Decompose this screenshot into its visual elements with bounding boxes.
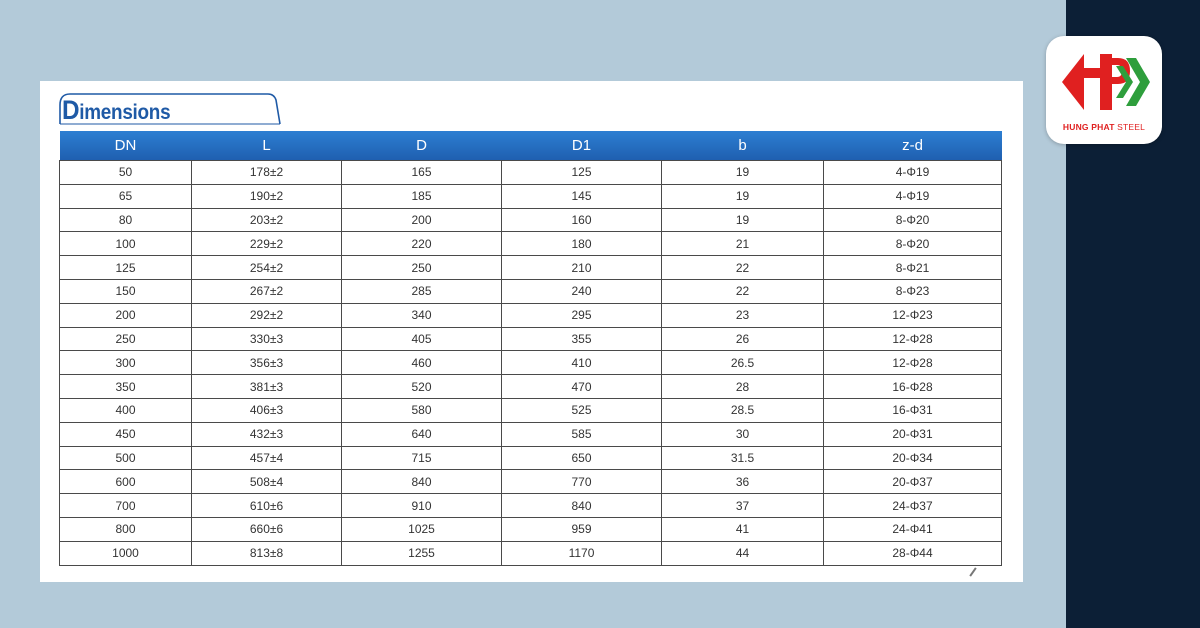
table-row [60,208,1002,232]
table-cell: 250 [60,327,192,351]
table-cell: 80 [60,208,192,232]
table-row [60,303,1002,327]
header-dn: DN [60,131,192,161]
title-first-letter: D [62,95,80,125]
brand-name-light: STEEL [1117,122,1146,132]
table-cell: 203±2 [192,208,342,232]
table-cell: 165 [342,161,502,185]
table-cell: 229±2 [192,232,342,256]
table-cell: 240 [502,279,662,303]
table-row [60,161,1002,185]
table-row [60,422,1002,446]
table-cell: 800 [60,517,192,541]
table-cell: 12-Φ28 [824,327,1002,351]
brand-logo [1046,36,1162,144]
table-cell: 12-Φ23 [824,303,1002,327]
table-cell: 405 [342,327,502,351]
table-cell: 470 [502,375,662,399]
table-cell: 250 [342,256,502,280]
table-cell: 840 [342,470,502,494]
table-cell: 200 [60,303,192,327]
table-row [60,232,1002,256]
table-cell: 356±3 [192,351,342,375]
table-cell: 185 [342,184,502,208]
table-cell: 8-Φ21 [824,256,1002,280]
table-cell: 150 [60,279,192,303]
table-cell: 19 [662,208,824,232]
table-cell: 610±6 [192,494,342,518]
header-l: L [192,131,342,161]
table-cell: 959 [502,517,662,541]
table-cell: 100 [60,232,192,256]
table-cell: 210 [502,256,662,280]
table-cell: 520 [342,375,502,399]
table-cell: 220 [342,232,502,256]
brand-name [1046,122,1162,132]
table-cell: 125 [502,161,662,185]
dimensions-document [40,81,1023,582]
table-cell: 715 [342,446,502,470]
table-cell: 350 [60,375,192,399]
title-tab [58,91,282,125]
table-row [60,541,1002,565]
table-row [60,351,1002,375]
hp-monogram-icon [1054,44,1154,122]
table-cell: 340 [342,303,502,327]
table-cell: 600 [60,470,192,494]
table-cell: 19 [662,184,824,208]
table-cell: 41 [662,517,824,541]
header-d: D [342,131,502,161]
table-cell: 300 [60,351,192,375]
table-cell: 400 [60,398,192,422]
page-title [62,95,170,126]
table-cell: 23 [662,303,824,327]
table-row [60,279,1002,303]
table-body [60,161,1002,566]
table-cell: 355 [502,327,662,351]
table-cell: 330±3 [192,327,342,351]
table-cell: 292±2 [192,303,342,327]
scan-mark [969,567,976,576]
table-cell: 910 [342,494,502,518]
table-cell: 254±2 [192,256,342,280]
table-cell: 22 [662,279,824,303]
table-cell: 285 [342,279,502,303]
table-cell: 8-Φ23 [824,279,1002,303]
header-z-d: z-d [824,131,1002,161]
table-cell: 24-Φ37 [824,494,1002,518]
table-cell: 813±8 [192,541,342,565]
table-cell: 20-Φ34 [824,446,1002,470]
table-cell: 267±2 [192,279,342,303]
table-cell: 450 [60,422,192,446]
table-cell: 295 [502,303,662,327]
table-cell: 700 [60,494,192,518]
table-cell: 16-Φ31 [824,398,1002,422]
table-cell: 50 [60,161,192,185]
table-cell: 30 [662,422,824,446]
table-cell: 190±2 [192,184,342,208]
table-cell: 460 [342,351,502,375]
table-cell: 16-Φ28 [824,375,1002,399]
table-cell: 180 [502,232,662,256]
table-cell: 21 [662,232,824,256]
table-cell: 4-Φ19 [824,184,1002,208]
table-cell: 22 [662,256,824,280]
table-cell: 406±3 [192,398,342,422]
table-row [60,327,1002,351]
table-cell: 525 [502,398,662,422]
table-cell: 8-Φ20 [824,232,1002,256]
table-cell: 37 [662,494,824,518]
table-row [60,446,1002,470]
table-cell: 1170 [502,541,662,565]
table-cell: 28-Φ44 [824,541,1002,565]
table-row [60,398,1002,422]
table-row [60,494,1002,518]
table-cell: 640 [342,422,502,446]
table-cell: 28 [662,375,824,399]
table-cell: 508±4 [192,470,342,494]
table-cell: 20-Φ31 [824,422,1002,446]
table-cell: 1025 [342,517,502,541]
table-cell: 65 [60,184,192,208]
table-cell: 432±3 [192,422,342,446]
table-row [60,256,1002,280]
table-cell: 24-Φ41 [824,517,1002,541]
table-cell: 585 [502,422,662,446]
table-row [60,517,1002,541]
table-cell: 28.5 [662,398,824,422]
table-row [60,375,1002,399]
table-cell: 26.5 [662,351,824,375]
table-cell: 12-Φ28 [824,351,1002,375]
table-cell: 770 [502,470,662,494]
table-cell: 1000 [60,541,192,565]
table-row [60,184,1002,208]
table-cell: 26 [662,327,824,351]
table-cell: 125 [60,256,192,280]
table-cell: 20-Φ37 [824,470,1002,494]
table-cell: 381±3 [192,375,342,399]
table-row [60,470,1002,494]
table-cell: 840 [502,494,662,518]
header-d1: D1 [502,131,662,161]
table-cell: 19 [662,161,824,185]
table-cell: 580 [342,398,502,422]
table-cell: 178±2 [192,161,342,185]
table-cell: 1255 [342,541,502,565]
table-header-row [60,131,1002,161]
title-rest: imensions [79,101,171,124]
table-cell: 200 [342,208,502,232]
header-b: b [662,131,824,161]
table-cell: 36 [662,470,824,494]
table-cell: 31.5 [662,446,824,470]
table-cell: 44 [662,541,824,565]
dimensions-table [59,131,1002,566]
table-cell: 4-Φ19 [824,161,1002,185]
table-cell: 8-Φ20 [824,208,1002,232]
table-cell: 410 [502,351,662,375]
table-cell: 660±6 [192,517,342,541]
table-cell: 160 [502,208,662,232]
table-cell: 145 [502,184,662,208]
brand-name-strong: HUNG PHAT [1062,122,1115,132]
table-cell: 500 [60,446,192,470]
table-cell: 650 [502,446,662,470]
table-cell: 457±4 [192,446,342,470]
